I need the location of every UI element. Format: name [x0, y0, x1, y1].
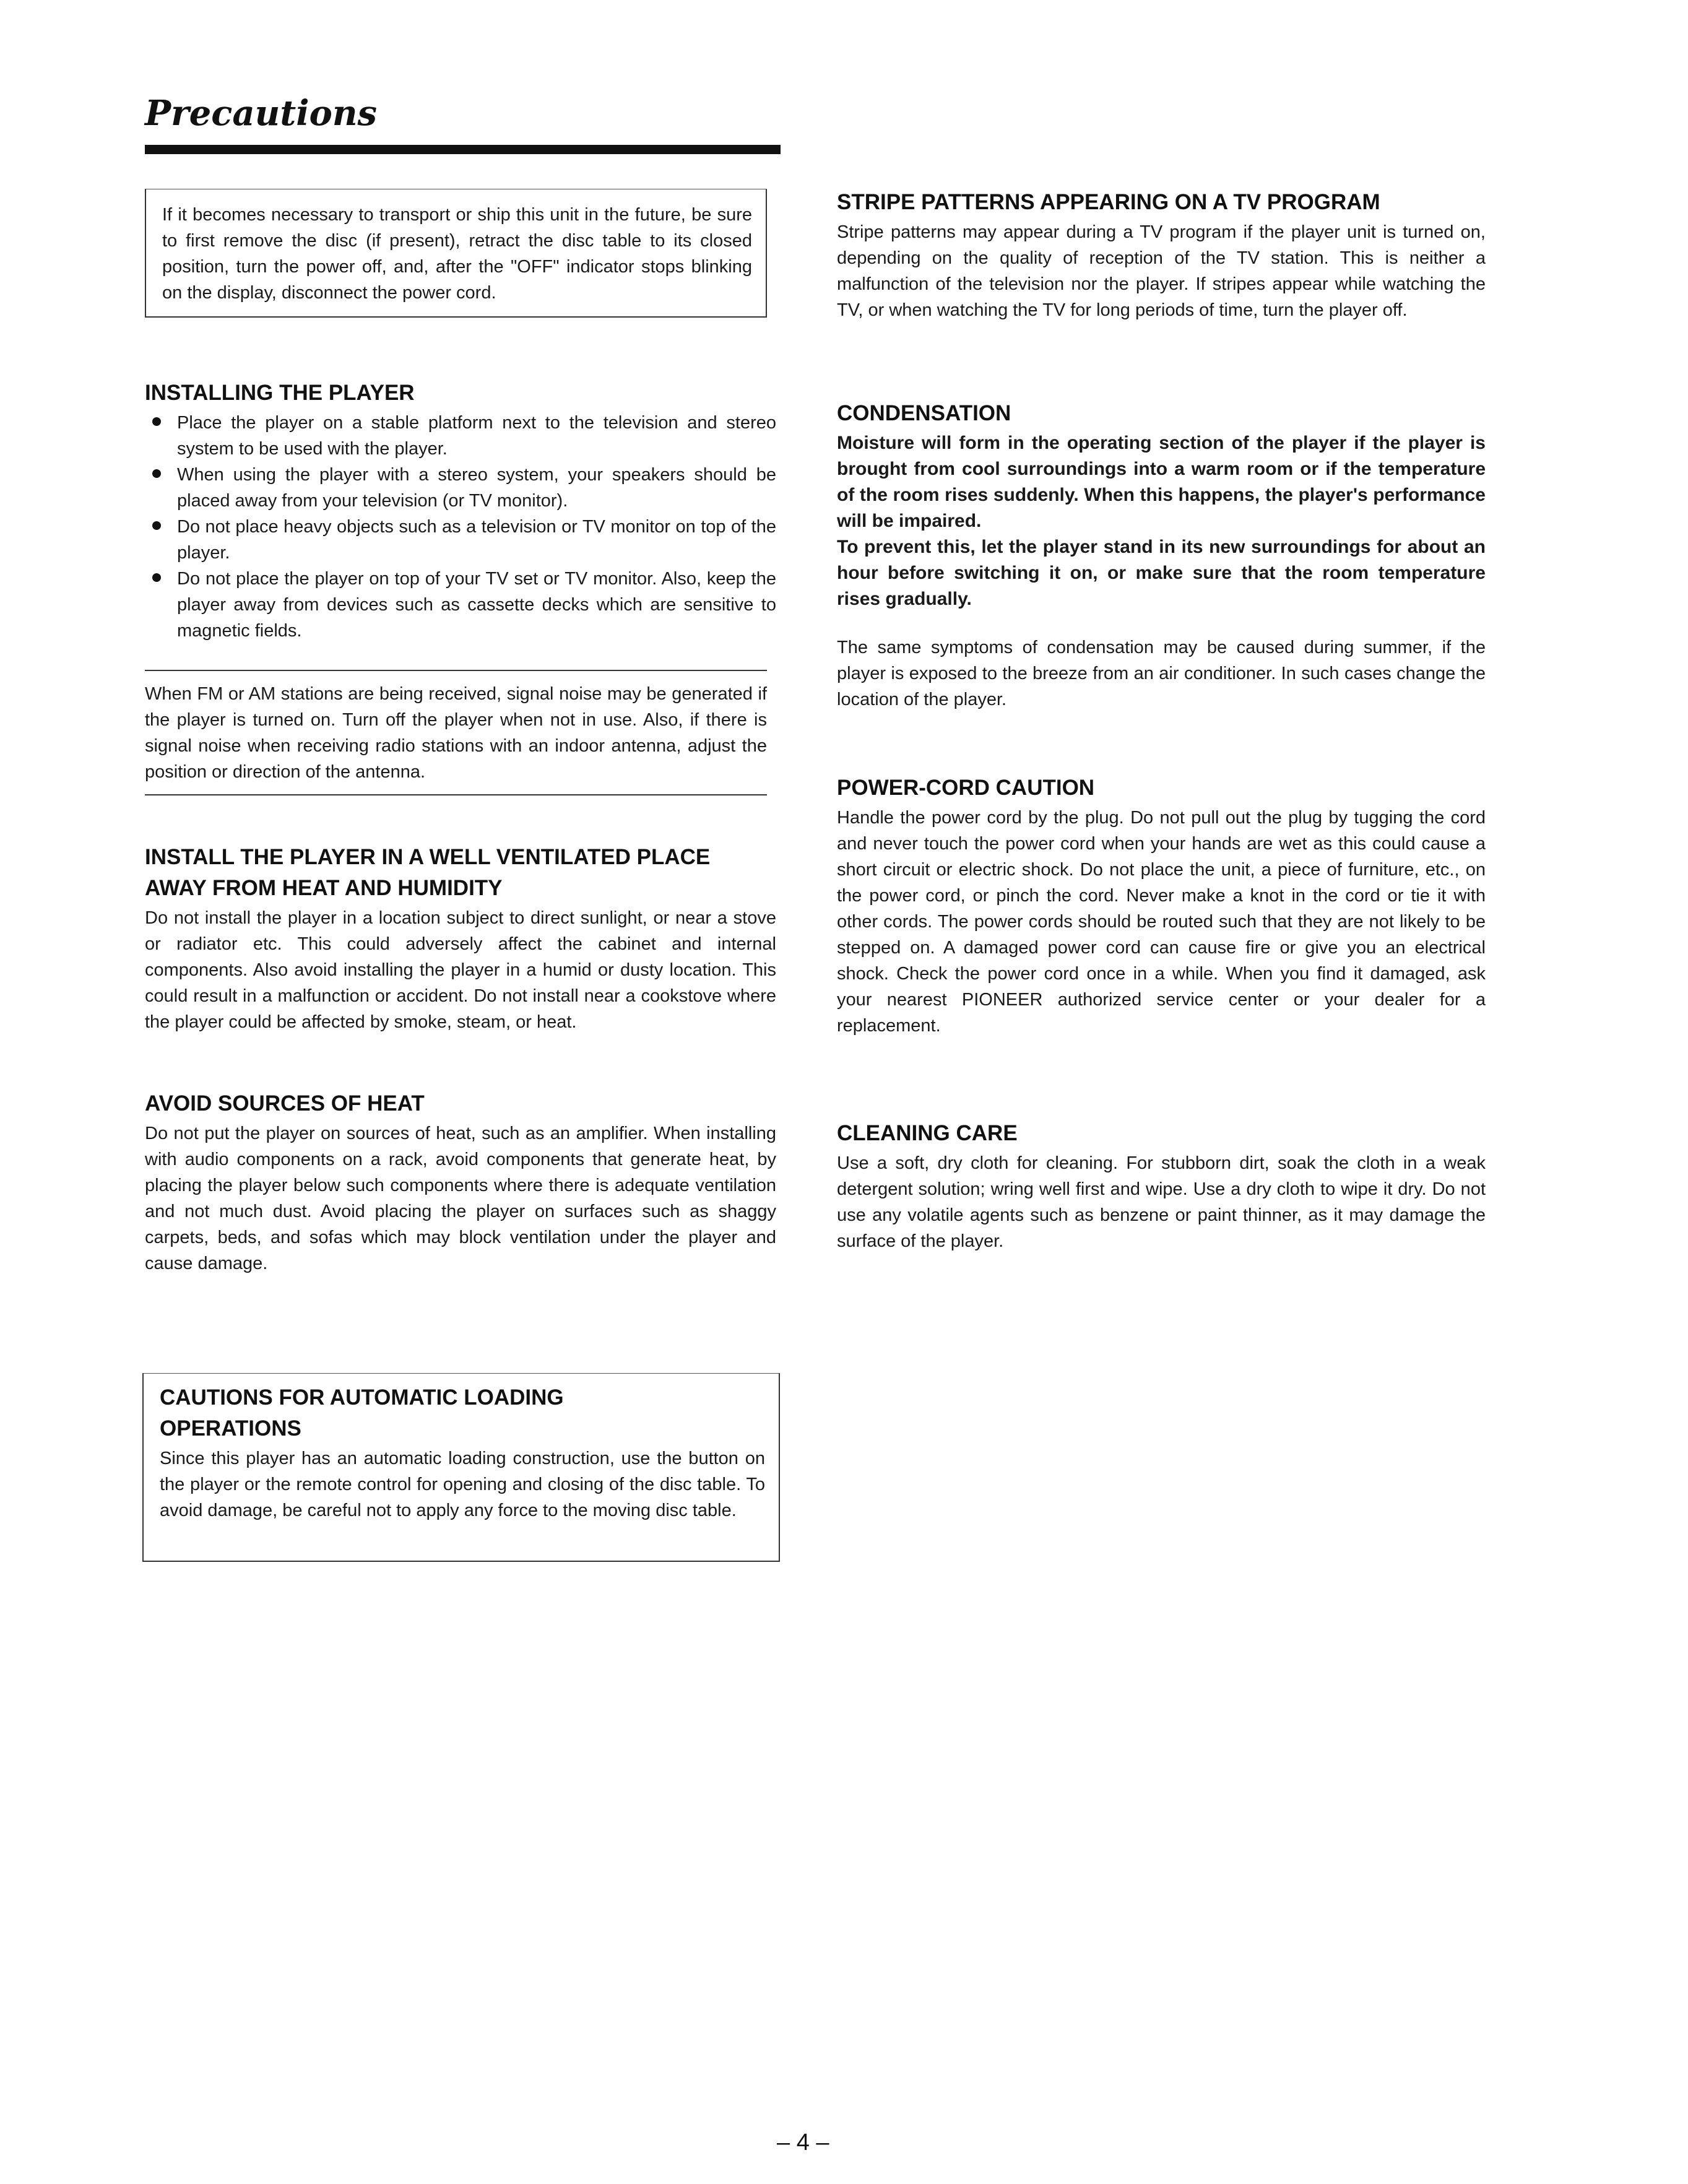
power-cord-text: Handle the power cord by the plug. Do not pull out the plug by tugging the cord and never touch the power cord when your hands are wet as this could cause a short circuit or electric shock. Do not place the unit, a piece of furniture, etc., on the power cord, or pinch the cord. Never make a knot in the cord or tie it with other cords. The power cords should be routed such that they are not likely to be stepped on. A damaged power cord can cause fire or give you an electrical shock. Check the power cord once in a while. When you find it damaged, ask your nearest PIONEER authorized service center or your dealer for a replacement. [837, 808, 1486, 1036]
auto-loading-box [142, 1373, 780, 1562]
heat-heading: AVOID SOURCES OF HEAT [145, 1091, 425, 1116]
bullet-icon [152, 417, 161, 426]
heat-text: Do not put the player on sources of heat, such as an amplifier. When installing with audio components on a rack, avoid components that generate heat, by placing the player below such components where there is adequate ventilation and not much dust. Avoid placing the player on surfaces such as shaggy carpets, beds, and sofas which may block ventilation under the player and cause damage. [145, 1124, 776, 1273]
bullet-icon [152, 469, 161, 478]
condensation-bold-text-1: Moisture will form in the operating section of the player if the player is brought from cool surroundings into a warm room or if the temperature of the room rises suddenly. When this happens, the player's performance will be impaired. [837, 433, 1486, 531]
condensation-bold-text-2: To prevent this, let the player stand in its new surroundings for about an hour before switching it on, or make sure that the room temperature rises gradually. [837, 537, 1486, 609]
radio-note-section [145, 681, 767, 785]
transport-note-text: If it becomes necessary to transport or ship this unit in the future, be sure to first remove the disc (if present), retract the disc table to its closed position, turn the power off, and, after the "OFF" indicator stops blinking on the display, disconnect the power cord. [162, 205, 752, 303]
page-title: Precautions [145, 93, 378, 134]
auto-loading-text: Since this player has an automatic loading construction, use the button on the player or the remote control for opening and closing of the disc table. To avoid damage, be careful not to apply any force to the moving disc table. [160, 1449, 765, 1520]
divider-line [145, 794, 767, 795]
list-item [145, 566, 776, 644]
heat-section [145, 1090, 776, 1276]
title-underline-bar [145, 145, 781, 154]
list-item [145, 410, 776, 462]
list-item [145, 462, 776, 514]
auto-loading-heading-line-2: OPERATIONS [160, 1416, 301, 1441]
list-item [145, 514, 776, 566]
power-cord-heading: POWER-CORD CAUTION [837, 776, 1095, 800]
installing-heading: INSTALLING THE PLAYER [145, 381, 415, 405]
bullet-text: Do not place the player on top of your TV set or TV monitor. Also, keep the player away from devices such as cassette decks which are sensitive to magnetic fields. [177, 569, 776, 641]
auto-loading-heading-line-1: CAUTIONS FOR AUTOMATIC LOADING [160, 1385, 564, 1410]
condensation-text: The same symptoms of condensation may be caused during summer, if the player is exposed to the breeze from an air conditioner. In such cases change the location of the player. [837, 638, 1486, 709]
bullet-icon [152, 521, 161, 530]
condensation-section [837, 399, 1486, 713]
stripe-section [837, 188, 1486, 323]
page-number: – 4 – [777, 2130, 829, 2156]
cleaning-text: Use a soft, dry cloth for cleaning. For stubborn dirt, soak the cloth in a weak detergent solution; wring well first and wipe. Use a dry cloth to wipe it dry. Do not use any volatile agents such as benzene or paint thinner, as it may damage the surface of the player. [837, 1153, 1486, 1251]
bullet-text: Place the player on a stable platform next to the television and stereo system to be used with the player. [177, 413, 776, 459]
ventilation-section [145, 843, 776, 1035]
installing-bullet-list [145, 410, 776, 644]
bullet-text: Do not place heavy objects such as a television or TV monitor on top of the player. [177, 517, 776, 563]
ventilation-text: Do not install the player in a location subject to direct sunlight, or near a stove or radiator etc. This could adversely affect the cabinet and internal components. Also avoid installing the player in a humid or dusty location. This could result in a malfunction or accident. Do not install near a cookstove where the player could be affected by smoke, steam, or heat. [145, 908, 776, 1032]
power-cord-section [837, 774, 1486, 1039]
ventilation-heading-line-2: AWAY FROM HEAT AND HUMIDITY [145, 876, 503, 900]
radio-note-text: When FM or AM stations are being received, signal noise may be generated if the player is turned on. Turn off the player when not in use. Also, if there is signal noise when receiving radio stations with an indoor antenna, adjust the position or direction of the antenna. [145, 684, 767, 782]
divider-line [145, 670, 767, 671]
ventilation-heading-line-1: INSTALL THE PLAYER IN A WELL VENTILATED PLACE [145, 845, 711, 869]
cleaning-heading: CLEANING CARE [837, 1121, 1018, 1145]
stripe-text: Stripe patterns may appear during a TV program if the player unit is turned on, depending on the quality of reception of the TV station. This is neither a malfunction of the television nor the player. If stripes appear while watching the TV, or when watching the TV for long periods of time, turn the player off. [837, 222, 1486, 320]
bullet-text: When using the player with a stereo system, your speakers should be placed away from your television (or TV monitor). [177, 465, 776, 511]
bullet-icon [152, 573, 161, 582]
transport-note-box [145, 189, 767, 318]
installing-section [145, 379, 776, 644]
stripe-heading: STRIPE PATTERNS APPEARING ON A TV PROGRAM [837, 190, 1380, 214]
condensation-heading: CONDENSATION [837, 401, 1011, 425]
cleaning-section [837, 1119, 1486, 1254]
